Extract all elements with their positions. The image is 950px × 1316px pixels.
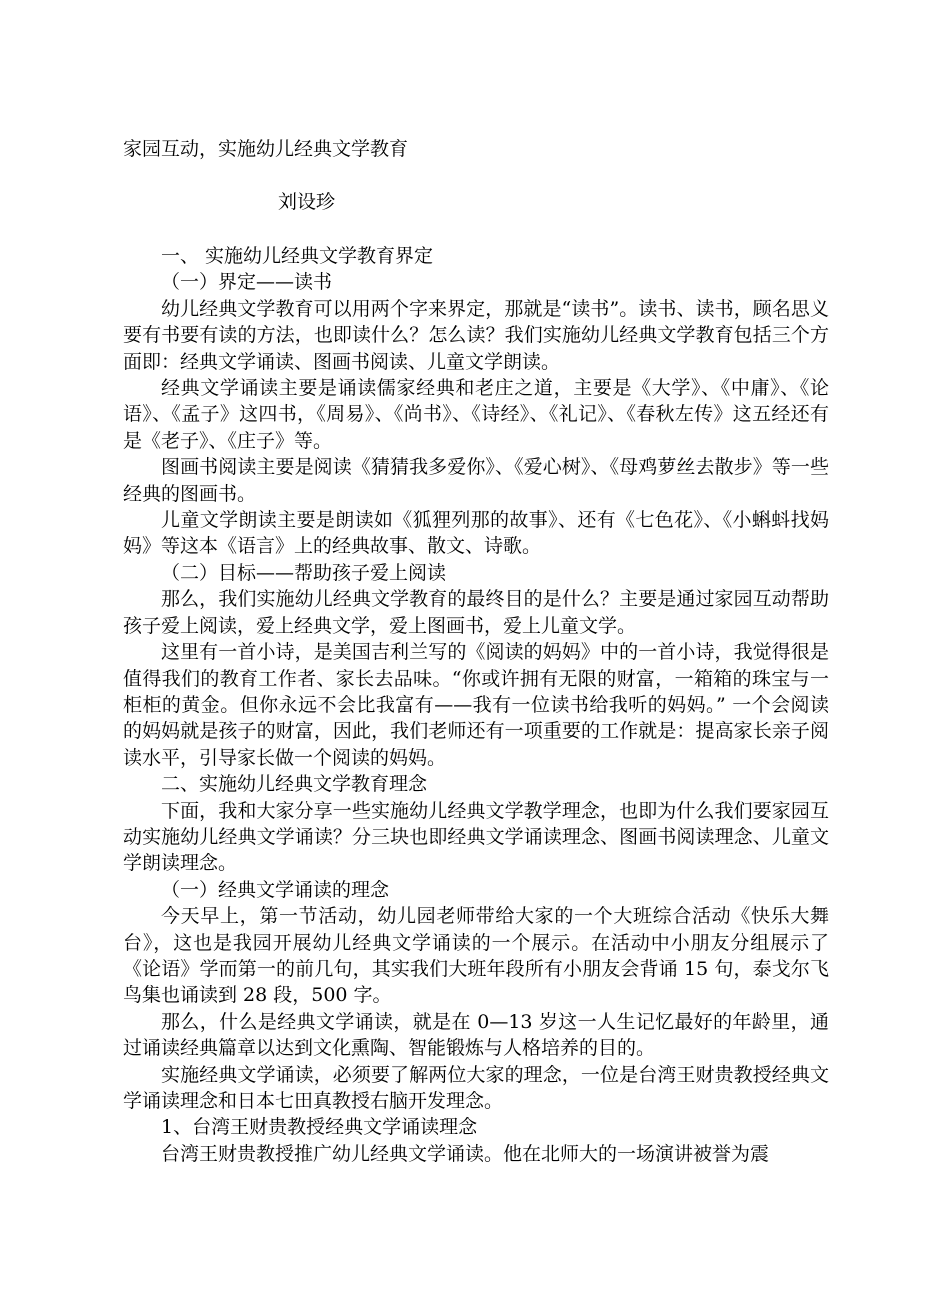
subsection-heading: （一）界定——读书: [161, 271, 333, 294]
body-paragraph: 今天早上，第一节活动，幼儿园老师带给大家的一个大班综合活动《快乐大舞台》，这也是我园开展幼儿经典文学诵读的一个展示。在活动中小朋友分组展示了《论语》学而第一的前几句，其实我们大班年段所有小朋友会背诵 15 句，泰戈尔飞鸟集也诵读到 28 段，500 字。: [123, 905, 829, 1007]
body-paragraph: 那么，什么是经典文学诵读，就是在 0—13 岁这一人生记忆最好的年龄里，通过诵读经典篇章以达到文化熏陶、智能锻炼与人格培养的目的。: [123, 1010, 829, 1060]
body-paragraph: 幼儿经典文学教育可以用两个字来界定，那就是“读书”。读书、读书，顾名思义要有书要有读的方法，也即读什么？怎么读？我们实施幼儿经典文学教育包括三个方面即：经典文学诵读、图画书阅读、儿童文学朗读。: [123, 297, 829, 373]
section-heading: 二、实施幼儿经典文学教育理念: [161, 773, 428, 796]
body-paragraph: 那么，我们实施幼儿经典文学教育的最终目的是什么？主要是通过家园互动帮助孩子爱上阅读，爱上经典文学，爱上图画书，爱上儿童文学。: [123, 588, 829, 637]
subsection-heading: 1、台湾王财贵教授经典文学诵读理念: [161, 1116, 478, 1139]
body-paragraph: 实施经典文学诵读，必须要了解两位大家的理念，一位是台湾王财贵教授经典文学诵读理念和日本七田真教授右脑开发理念。: [123, 1063, 829, 1112]
body-paragraph: 儿童文学朗读主要是朗读如《狐狸列那的故事》、还有《七色花》、《小蝌蚪找妈妈》等这本《语言》上的经典故事、散文、诗歌。: [123, 509, 829, 558]
document-body: [123, 243, 829, 1167]
subsection-heading: （一）经典文学诵读的理念: [161, 878, 390, 901]
section-heading: 一、 实施幼儿经典文学教育界定: [161, 245, 434, 267]
body-paragraph: 下面，我和大家分享一些实施幼儿经典文学教学理念，也即为什么我们要家园互动实施幼儿经典文学诵读？分三块也即经典文学诵读理念、图画书阅读理念、儿童文学朗读理念。: [123, 799, 829, 875]
document-title: 家园互动，实施幼儿经典文学教育: [123, 138, 409, 160]
body-paragraph: 经典文学诵读主要是诵读儒家经典和老庄之道，主要是《大学》、《中庸》、《论语》、《孟子》这四书，《周易》、《尚书》、《诗经》、《礼记》、《春秋左传》这五经还有是《老子》、《庄子》等。: [123, 377, 829, 452]
document-author: 刘设珍: [278, 191, 336, 213]
body-paragraph: 台湾王财贵教授推广幼儿经典文学诵读。他在北师大的一场演讲被誉为震: [161, 1142, 770, 1165]
subsection-heading: （二）目标——帮助孩子爱上阅读: [161, 561, 447, 584]
body-paragraph: 图画书阅读主要是阅读《猜猜我多爱你》、《爱心树》、《母鸡萝丝去散步》等一些经典的图画书。: [123, 456, 829, 505]
body-paragraph: 这里有一首小诗，是美国吉利兰写的《阅读的妈妈》中的一首小诗，我觉得很是值得我们的教育工作者、家长去品味。“你或许拥有无限的财富，一箱箱的珠宝与一柜柜的黄金。但你永远不会比我富有——我有一位读书给我听的妈妈。” 一个会阅读的妈妈就是孩子的财富，因此，我们老师还有一项重要的工作就是：提高家长亲子阅读水平，引导家长做一个阅读的妈妈。: [123, 641, 829, 769]
